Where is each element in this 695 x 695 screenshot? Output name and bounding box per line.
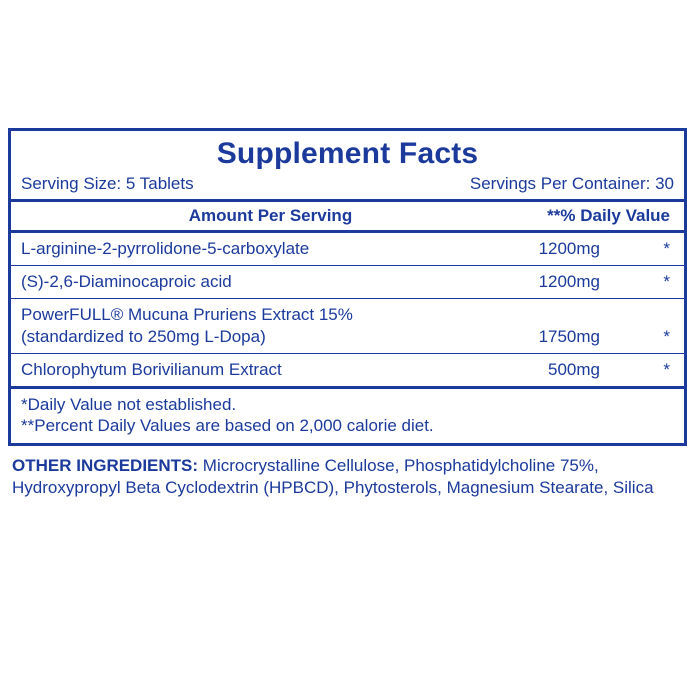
table-row [11, 354, 684, 386]
ingredient-amount: 1750mg [538, 327, 600, 346]
other-ingredients [8, 446, 687, 499]
other-ingredients-label: OTHER INGREDIENTS: [12, 455, 199, 475]
ingredient-amount: 500mg [548, 360, 600, 379]
daily-value-header: **% Daily Value [547, 206, 670, 225]
footnotes [11, 389, 684, 443]
ingredient-amount: 1200mg [538, 239, 600, 258]
ingredient-name: Chlorophytum Borivilianum Extract [21, 360, 282, 379]
panel-title: Supplement Facts [216, 137, 479, 170]
ingredient-name: PowerFULL® Mucuna Pruriens Extract 15% [21, 305, 353, 324]
table-row-continued [11, 325, 684, 353]
ingredient-amount: 1200mg [538, 272, 600, 291]
supplement-facts-panel [8, 128, 687, 499]
table-row [11, 299, 684, 325]
ingredient-name-line2: (standardized to 250mg L-Dopa) [21, 327, 266, 346]
supplement-facts-box [8, 128, 687, 446]
ingredient-daily-value: * [663, 239, 670, 258]
serving-info-row [11, 174, 684, 199]
column-headers-row [11, 202, 684, 230]
ingredient-daily-value: * [663, 272, 670, 291]
footnote-daily-value: *Daily Value not established. [21, 395, 237, 414]
ingredient-daily-value: * [663, 360, 670, 379]
table-row [11, 233, 684, 265]
servings-per-container: Servings Per Container: 30 [469, 174, 674, 193]
ingredient-name: L-arginine-2-pyrrolidone-5-carboxylate [21, 239, 310, 258]
table-row [11, 266, 684, 298]
other-ingredients-text: Microcrystalline Cellulose, Phosphatidylcholine 75%, Hydroxypropyl Beta Cyclodextrin (HPBCD), Phytosterols, Magnesium Stearate, Silica [12, 455, 654, 497]
footnote-percent-daily-values: **Percent Daily Values are based on 2,000 calorie diet. [21, 416, 434, 436]
ingredient-daily-value: * [663, 327, 670, 346]
amount-per-serving-header: Amount Per Serving [188, 206, 353, 225]
serving-size: Serving Size: 5 Tablets [21, 174, 194, 193]
ingredient-name: (S)-2,6-Diaminocaproic acid [21, 272, 232, 291]
